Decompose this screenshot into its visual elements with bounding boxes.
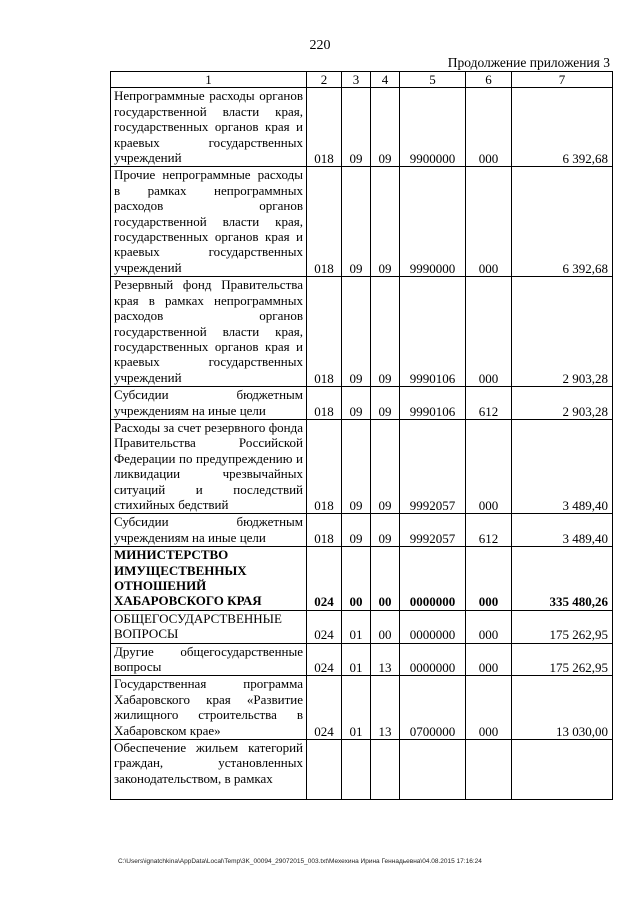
row-section: 09: [342, 88, 371, 167]
row-amount: 175 262,95: [512, 610, 613, 643]
row-amount: 6 392,68: [512, 88, 613, 167]
row-expense-type: 000: [466, 547, 512, 611]
row-subsection: 09: [371, 514, 400, 547]
table-body: [111, 88, 613, 800]
row-target-code: 9990000: [400, 167, 466, 277]
row-amount: 335 480,26: [512, 547, 613, 611]
table-row: [111, 610, 613, 643]
continued-row: [111, 740, 613, 800]
row-chapter: 018: [307, 419, 342, 513]
table-row: [111, 547, 613, 611]
row-subsection: 09: [371, 387, 400, 420]
table-row: [111, 88, 613, 167]
row-target-code: 9990106: [400, 277, 466, 387]
row-amount: 3 489,40: [512, 419, 613, 513]
row-target-code: 9900000: [400, 88, 466, 167]
budget-table: [110, 71, 613, 800]
row-name: Субсидии бюджетным учреждениям на иные цели: [111, 387, 307, 420]
row-expense-type: 000: [466, 277, 512, 387]
row-expense-type: 000: [466, 676, 512, 740]
table-row: [111, 419, 613, 513]
row-subsection: 13: [371, 643, 400, 676]
row-subsection: 09: [371, 419, 400, 513]
row-name: Непрограммные расходы органов государственной власти края, государственных органов края и краевых государственных учреждений: [111, 88, 307, 167]
header-row: [111, 72, 613, 88]
row-section: 09: [342, 514, 371, 547]
row-chapter: 024: [307, 547, 342, 611]
header-cell: 6: [466, 72, 512, 88]
table-row: [111, 167, 613, 277]
row-chapter: 024: [307, 610, 342, 643]
row-chapter: 018: [307, 88, 342, 167]
row-target-code: 9990106: [400, 387, 466, 420]
row-section: 09: [342, 277, 371, 387]
row-target-code: 0000000: [400, 547, 466, 611]
row-chapter: 024: [307, 643, 342, 676]
row-name: МИНИСТЕРСТВО ИМУЩЕСТВЕННЫХ ОТНОШЕНИЙ ХАБАРОВСКОГО КРАЯ: [111, 547, 307, 611]
table-row: [111, 514, 613, 547]
row-expense-type: 612: [466, 387, 512, 420]
header-cell: 7: [512, 72, 613, 88]
row-name: Субсидии бюджетным учреждениям на иные цели: [111, 514, 307, 547]
row-section: 01: [342, 676, 371, 740]
row-amount: 6 392,68: [512, 167, 613, 277]
row-name: Обеспечение жильем категорий граждан, установленных законодательством, в рамках: [111, 740, 307, 800]
row-name: Расходы за счет резервного фонда Правительства Российской Федерации по предупреждению и ликвидации чрезвычайных ситуаций и последствий стихийных бедствий: [111, 419, 307, 513]
row-expense-type: 000: [466, 88, 512, 167]
table-row: [111, 643, 613, 676]
row-section: 00: [342, 547, 371, 611]
row-name: Другие общегосударственные вопросы: [111, 643, 307, 676]
row-target-code: 9992057: [400, 514, 466, 547]
row-chapter: 024: [307, 676, 342, 740]
row-subsection: 09: [371, 88, 400, 167]
row-subsection: 00: [371, 610, 400, 643]
row-section: 09: [342, 387, 371, 420]
row-section: 09: [342, 167, 371, 277]
header-cell: 4: [371, 72, 400, 88]
row-subsection: 09: [371, 277, 400, 387]
row-expense-type: 000: [466, 610, 512, 643]
row-chapter: 018: [307, 514, 342, 547]
row-target-code: 9992057: [400, 419, 466, 513]
header-cell: 1: [111, 72, 307, 88]
row-subsection: 13: [371, 676, 400, 740]
row-target-code: 0000000: [400, 643, 466, 676]
row-amount: 2 903,28: [512, 387, 613, 420]
row-expense-type: 612: [466, 514, 512, 547]
row-chapter: 018: [307, 387, 342, 420]
table-row: [111, 676, 613, 740]
header-cell: 3: [342, 72, 371, 88]
row-amount: 2 903,28: [512, 277, 613, 387]
row-name: Прочие непрограммные расходы в рамках непрограммных расходов органов государственной власти края, государственных органов края и краевых государственных учреждений: [111, 167, 307, 277]
page-number: 220: [309, 38, 331, 53]
row-name: ОБЩЕГОСУДАРСТВЕННЫЕ ВОПРОСЫ: [111, 610, 307, 643]
row-expense-type: 000: [466, 167, 512, 277]
continuation-label: Продолжение приложения 3: [447, 55, 610, 70]
table-row: [111, 277, 613, 387]
row-subsection: 09: [371, 167, 400, 277]
row-chapter: 018: [307, 277, 342, 387]
row-chapter: 018: [307, 167, 342, 277]
row-section: 01: [342, 643, 371, 676]
row-amount: 3 489,40: [512, 514, 613, 547]
row-name: Государственная программа Хабаровского края «Развитие жилищного строительства в Хабаровском крае»: [111, 676, 307, 740]
row-target-code: 0700000: [400, 676, 466, 740]
row-section: 01: [342, 610, 371, 643]
row-subsection: 00: [371, 547, 400, 611]
row-expense-type: 000: [466, 643, 512, 676]
row-amount: 13 030,00: [512, 676, 613, 740]
header-cell: 2: [307, 72, 342, 88]
table-row: [111, 387, 613, 420]
row-expense-type: 000: [466, 419, 512, 513]
row-amount: 175 262,95: [512, 643, 613, 676]
row-name: Резервный фонд Правительства края в рамках непрограммных расходов органов государственной власти края, государственных органов края и краевых государственных учреждений: [111, 277, 307, 387]
footer-file-path: C:\Users\ignatchkina\AppData\Local\Temp\3K_00094_29072015_003.txt\Мехехина Ирина Геннадьевна\04.08.2015 17:16:24: [118, 858, 482, 865]
row-section: 09: [342, 419, 371, 513]
row-target-code: 0000000: [400, 610, 466, 643]
header-cell: 5: [400, 72, 466, 88]
